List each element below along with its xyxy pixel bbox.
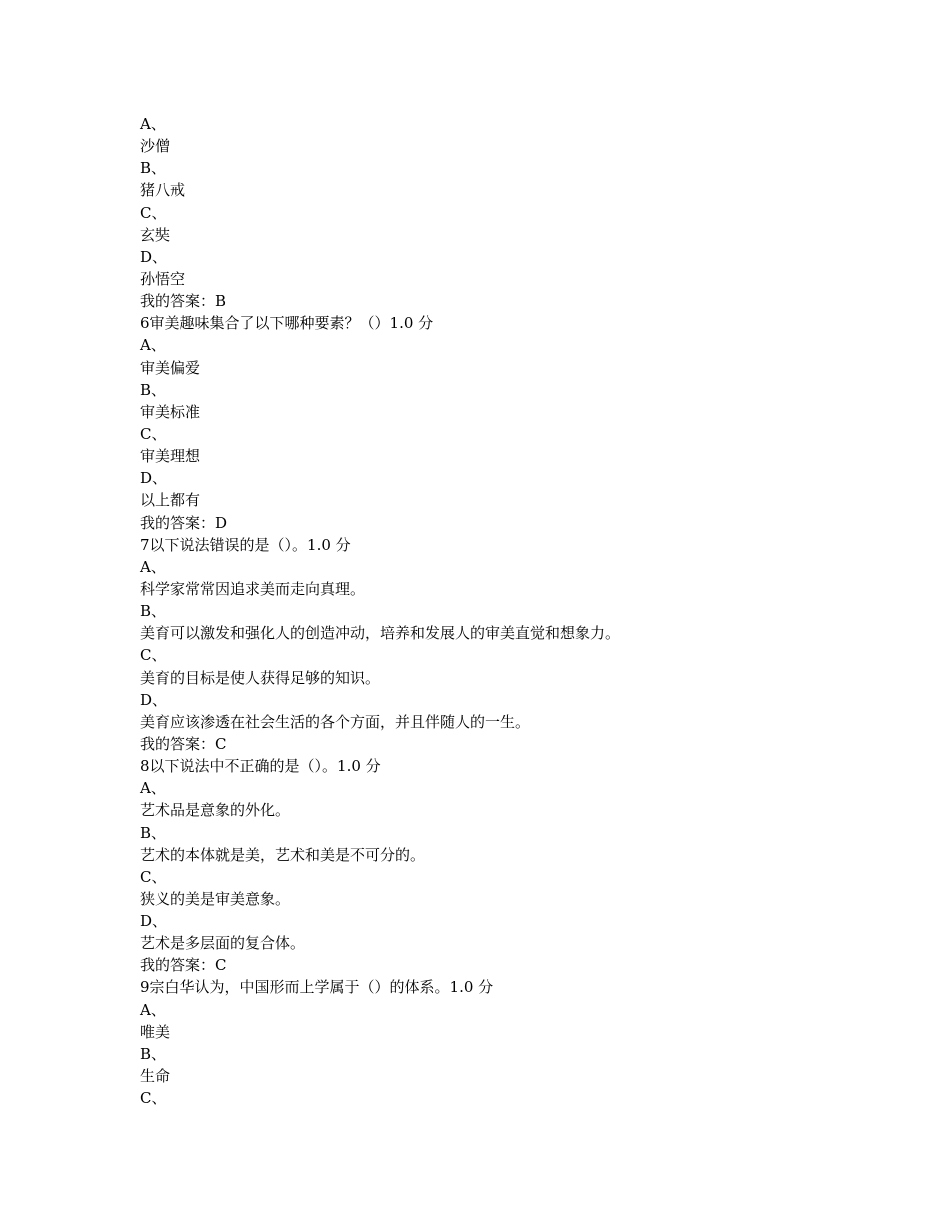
option-label: A、 <box>140 336 166 355</box>
option-text: 玄奘 <box>140 225 171 244</box>
my-answer: 我的答案：D <box>140 513 228 532</box>
option-label: C、 <box>140 867 167 886</box>
option-label: C、 <box>140 1089 167 1108</box>
my-answer: 我的答案：C <box>140 734 227 753</box>
option-text: 艺术品是意象的外化。 <box>140 801 291 820</box>
option-text: 审美理想 <box>140 447 201 466</box>
option-label: B、 <box>140 1044 167 1063</box>
option-text: 美育可以激发和强化人的创造冲动，培养和发展人的审美直觉和想象力。 <box>140 624 621 643</box>
question-title: 6审美趣味集合了以下哪种要素？（）1.0 分 <box>140 314 434 333</box>
option-label: A、 <box>140 115 166 133</box>
question-title: 9宗白华认为，中国形而上学属于（）的体系。1.0 分 <box>140 978 494 997</box>
option-text: 美育应该渗透在社会生活的各个方面，并且伴随人的一生。 <box>140 712 531 731</box>
option-label: B、 <box>140 823 167 842</box>
option-label: A、 <box>140 557 166 576</box>
option-text: 审美偏爱 <box>140 358 201 377</box>
option-text: 艺术是多层面的复合体。 <box>140 934 306 953</box>
option-label: D、 <box>140 912 168 931</box>
option-label: A、 <box>140 1000 166 1019</box>
option-text: 孙悟空 <box>140 269 186 288</box>
my-answer: 我的答案：C <box>140 956 227 975</box>
option-label: D、 <box>140 690 168 709</box>
question-title: 8以下说法中不正确的是（）。1.0 分 <box>140 757 381 776</box>
question-title: 7以下说法错误的是（）。1.0 分 <box>140 535 351 554</box>
option-text: 生命 <box>140 1067 171 1086</box>
option-label: D、 <box>140 247 168 266</box>
option-label: D、 <box>140 469 168 488</box>
option-text: 沙僧 <box>140 137 171 156</box>
document-body <box>140 113 920 1109</box>
option-label: B、 <box>140 602 167 621</box>
option-text: 美育的目标是使人获得足够的知识。 <box>140 668 381 687</box>
option-text: 狭义的美是审美意象。 <box>140 889 291 908</box>
option-text: 以上都有 <box>140 491 201 510</box>
my-answer: 我的答案：B <box>140 292 227 311</box>
option-label: B、 <box>140 159 167 178</box>
option-text: 科学家常常因追求美而走向真理。 <box>140 579 366 598</box>
option-text: 猪八戒 <box>140 181 186 200</box>
option-label: B、 <box>140 380 167 399</box>
option-label: C、 <box>140 203 167 222</box>
option-label: C、 <box>140 424 167 443</box>
option-text: 艺术的本体就是美，艺术和美是不可分的。 <box>140 845 426 864</box>
option-label: C、 <box>140 646 167 665</box>
option-label: A、 <box>140 779 166 798</box>
option-text: 审美标准 <box>140 402 201 421</box>
option-text: 唯美 <box>140 1022 171 1041</box>
